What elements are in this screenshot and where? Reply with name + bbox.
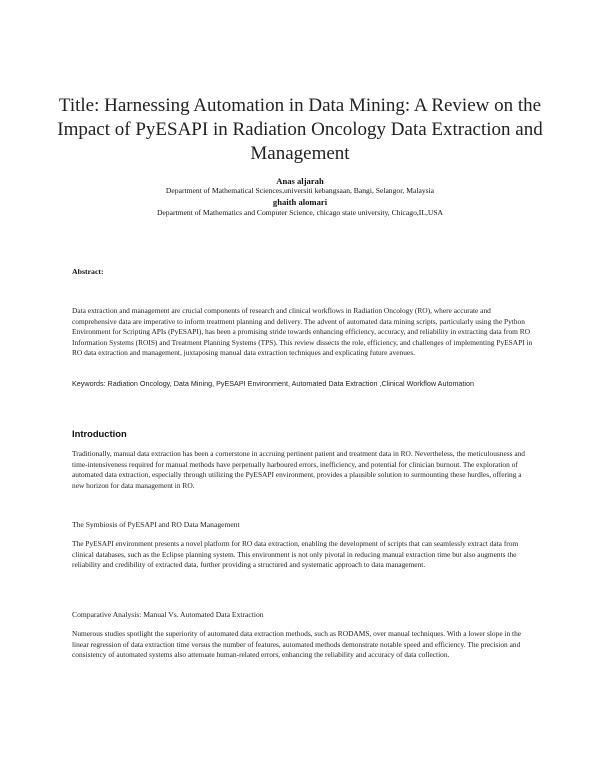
section-paragraph: The PyESAPI environment presents a novel platform for RO data extraction, enabling the development of scripts that can seamlessly extract data from clinical databases, such as the Eclipse planning system. This environment is not only pivotal in reducing manual extraction time but also augments the reliability and credibility of extracted data, further providing a structured and systematic approach to data management.	[72, 539, 519, 570]
abstract-text: Data extraction and management are crucial components of research and clinical workflows in Radiation Oncology (RO), where accurate and comprehensive data are imperative to inform treatment planning and delivery. The advent of automated data mining scripts, particularly using the Python Environment for Scripting APIs (PyESAPI), has been a promising stride towards enhancing efficiency, accuracy, and reliability in extracting data from RO Information Systems (ROIS) and Treatment Planning Systems (TPS). This review dissects the role, efficiency, and challenges of implementing PyESAPI in RO data extraction and management, juxtaposing manual data extraction techniques and explicating future avenues.	[72, 306, 533, 358]
section-heading: Introduction	[72, 428, 127, 439]
paper-title: Title: Harnessing Automation in Data Mining: A Review on the Impact of PyESAPI in Radiation Oncology Data Extraction and Management	[57, 95, 543, 164]
author-affiliation: Department of Mathematics and Computer Science, chicago state university, Chicago,IL,USA	[156, 208, 444, 217]
author-name: ghaith alomari	[272, 197, 328, 207]
author-affiliation: Department of Mathematical Sciences,universiti kebangsaan, Bangi, Selangor, Malaysia	[165, 186, 435, 195]
author-name: Anas aljarah	[276, 176, 324, 186]
section-paragraph: Numerous studies spotlight the superiority of automated data extraction methods, such as RODAMS, over manual techniques. With a lower slope in the linear regression of data extraction time versus the number of features, automated methods demonstrate notable speed and efficiency. The precision and consistency of automated systems also attenuate human-related errors, enhancing the reliability and accuracy of data collection.	[72, 629, 522, 660]
section-subheading: Comparative Analysis: Manual Vs. Automated Data Extraction	[72, 610, 264, 619]
keywords-text: Keywords: Radiation Oncology, Data Mining, PyESAPI Environment, Automated Data Extraction ,Clinical Workflow Automation	[72, 379, 475, 388]
abstract-label: Abstract:	[72, 267, 104, 276]
section-subheading: The Symbiosis of PyESAPI and RO Data Management	[72, 520, 240, 529]
section-paragraph: Traditionally, manual data extraction has been a cornerstone in accruing pertinent patient and treatment data in RO. Nevertheless, the meticulousness and time-intensiveness required for manual methods have perpetually harboured errors, inefficiency, and potential for clinician burnout. The exploration of automated data extraction, especially through utilizing the PyESAPI environment, provides a plausible solution to surmounting these hurdles, offering a new horizon for data management in RO.	[72, 449, 526, 490]
